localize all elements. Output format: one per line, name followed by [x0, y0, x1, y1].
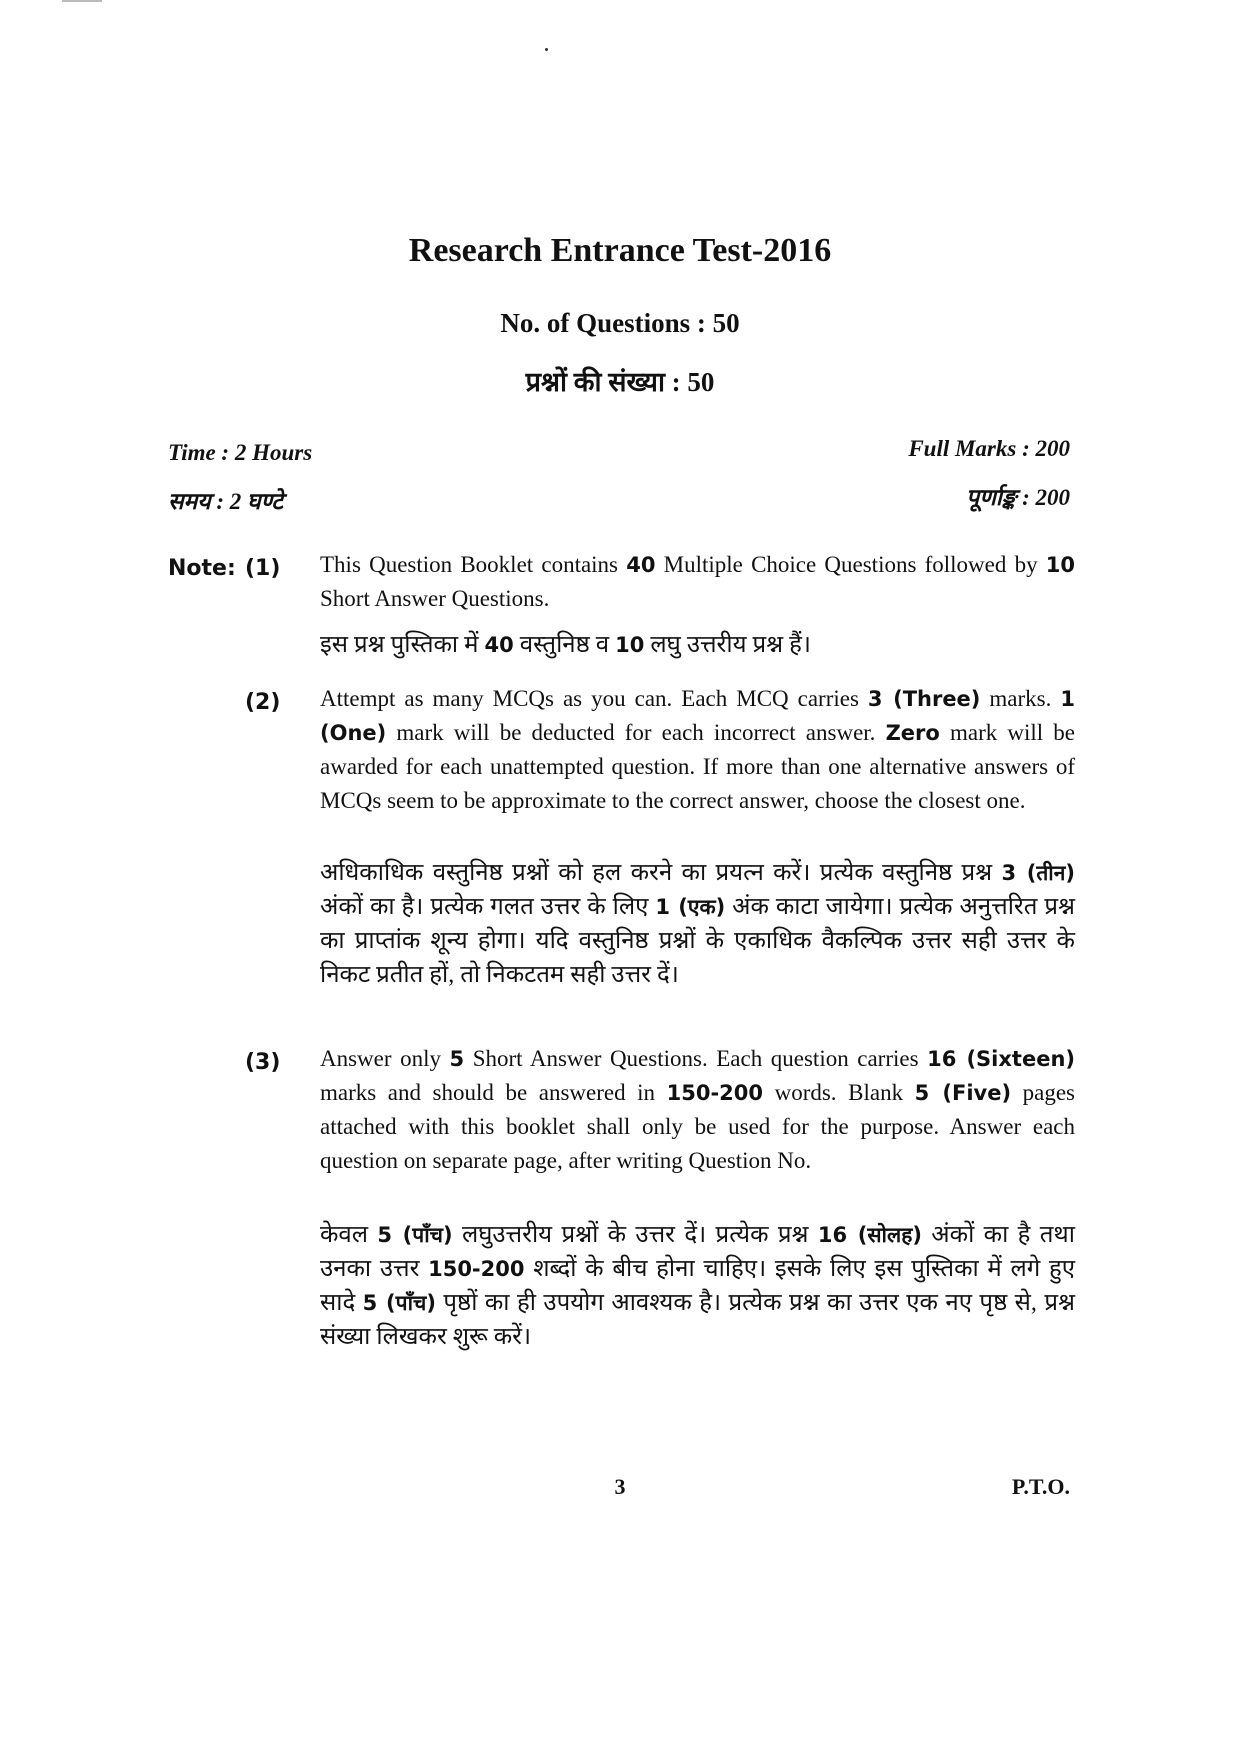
note-emphasis: 5 (Five): [914, 1081, 1012, 1105]
note-number-2: (2): [245, 690, 281, 715]
note-3-en: [320, 1042, 1075, 1178]
note-text: Answer only: [320, 1046, 450, 1071]
note-number-3: (3): [245, 1050, 281, 1075]
note-1-hi: [320, 628, 1075, 662]
note-number-1: (1): [245, 556, 281, 581]
note-text: अधिकाधिक वस्तुनिष्ठ प्रश्नों को हल करने का प्रयत्न करें। प्रत्येक वस्तुनिष्ठ प्रश्न: [320, 860, 1002, 886]
note-text: वस्तुनिष्ठ व: [513, 632, 616, 658]
note-text: This Question Booklet contains: [320, 552, 627, 577]
note-emphasis: Zero: [885, 721, 940, 745]
note-text: पृष्ठों का ही उपयोग आवश्यक है। प्रत्येक प्रश्न का उत्तर एक नए पृष्ठ से, प्रश्न संख्या लिखकर शुरू करें।: [320, 1290, 1075, 1350]
note-3-hi: [320, 1218, 1075, 1354]
note-text: Short Answer Questions. Each question carries: [464, 1046, 928, 1071]
note-emphasis: 10: [1045, 553, 1075, 577]
note-text: अंकों का है। प्रत्येक गलत उत्तर के लिए: [320, 894, 656, 920]
question-count-en: No. of Questions : 50: [500, 308, 740, 338]
scan-dot: [545, 48, 548, 51]
time-en: Time : 2 Hours: [168, 440, 313, 465]
note-text: words. Blank: [763, 1080, 915, 1105]
page-title: Research Entrance Test-2016: [408, 232, 832, 269]
note-text: लघुउत्तरीय प्रश्नों के उत्तर दें। प्रत्येक प्रश्न: [452, 1222, 818, 1248]
note-text: इस प्रश्न पुस्तिका में: [320, 632, 485, 658]
please-turn-over: P.T.O.: [1011, 1474, 1070, 1499]
note-1-en: [320, 548, 1075, 616]
scan-artifact: [62, 0, 102, 2]
note-text: marks and should be answered in: [320, 1080, 667, 1105]
note-text: Short Answer Questions.: [320, 586, 550, 611]
note-text: Attempt as many MCQs as you can. Each MCQ carries: [320, 686, 868, 711]
full-marks-hi: पूर्णाङ्क : 200: [966, 485, 1070, 510]
note-emphasis: 5 (पाँच): [362, 1291, 436, 1315]
note-emphasis: 150-200: [666, 1081, 764, 1105]
note-emphasis: 16 (सोलह): [817, 1223, 922, 1247]
note-emphasis: 40: [484, 633, 514, 657]
note-emphasis: 150-200: [428, 1257, 525, 1281]
note-label: Note:: [168, 556, 236, 581]
note-text: Multiple Choice Questions followed by: [655, 552, 1046, 577]
note-text: mark will be awarded for each unattempted question. If more than one alternative answers of MCQs seem to be approximate to the correct answer, choose the closest one.: [320, 720, 1075, 813]
note-emphasis: 1 (One): [320, 687, 1075, 745]
note-text: शब्दों के बीच होना चाहिए। इसके लिए इस पुस्तिका में लगे हुए सादे: [320, 1256, 1076, 1316]
note-text: केवल: [320, 1222, 378, 1248]
page-number: 3: [614, 1474, 626, 1499]
note-emphasis: 5 (पाँच): [377, 1223, 453, 1247]
note-text: marks.: [980, 686, 1061, 711]
note-2-hi: [320, 856, 1075, 992]
note-emphasis: 5: [449, 1047, 465, 1071]
note-emphasis: 40: [626, 553, 656, 577]
note-2-en: [320, 682, 1075, 818]
note-emphasis: 16 (Sixteen): [927, 1047, 1075, 1071]
full-marks-en: Full Marks : 200: [908, 436, 1070, 461]
question-count-hi: प्रश्नों की संख्या : 50: [525, 367, 715, 397]
note-text: pages attached with this booklet shall only be used for the purpose. Answer each question on separate page, after writing Question No.: [320, 1080, 1075, 1173]
note-text: mark will be deducted for each incorrect answer.: [386, 720, 886, 745]
note-text: अंक काटा जायेगा। प्रत्येक अनुत्तरित प्रश्न का प्राप्तांक शून्य होगा। यदि वस्तुनिष्ठ प्रश्नों के एकाधिक वैकल्पिक उत्तर सही उत्तर के निकट प्रतीत हों, तो निकटतम सही उत्तर दें।: [320, 894, 1076, 988]
note-text: अंकों का है तथा उनका उत्तर: [320, 1222, 1075, 1282]
note-emphasis: 1 (एक): [655, 895, 726, 919]
time-hi: समय : 2 घण्टे: [168, 489, 283, 514]
note-emphasis: 3 (Three): [867, 687, 981, 711]
note-emphasis: 3 (तीन): [1001, 861, 1075, 885]
note-emphasis: 10: [615, 633, 645, 657]
note-text: लघु उत्तरीय प्रश्न हैं।: [644, 632, 811, 658]
